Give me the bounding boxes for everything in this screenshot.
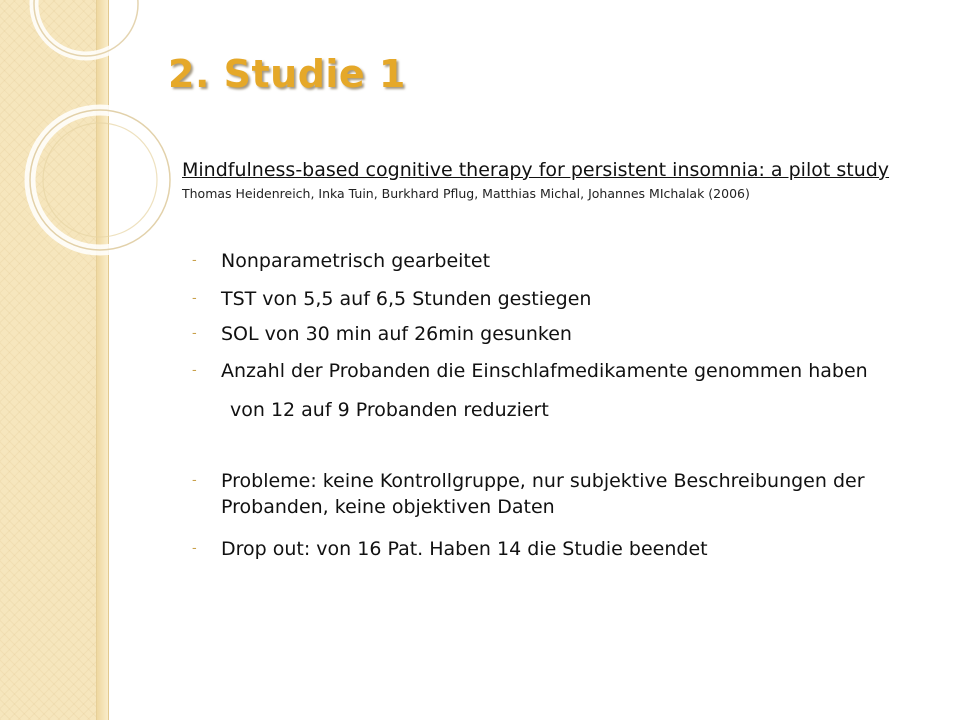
ring-top-outline-icon xyxy=(34,0,138,56)
bullet-item xyxy=(192,468,892,520)
decorative-rings-icon xyxy=(0,0,200,260)
bullet-marker-icon: - xyxy=(192,541,197,556)
bullet-text: Nonparametrisch gearbeitet xyxy=(221,250,491,272)
ring-middle-inner-icon xyxy=(43,123,157,237)
ring-middle-outline-icon xyxy=(30,110,170,250)
ring-top-icon xyxy=(34,0,138,56)
bullet-marker-icon: - xyxy=(192,326,197,341)
bullet-item xyxy=(192,248,892,274)
bullet-marker-icon: - xyxy=(192,363,197,378)
bullet-marker-icon: - xyxy=(192,291,197,306)
bullet-item xyxy=(192,358,892,384)
slide-title: 2. Studie 1 xyxy=(168,52,406,96)
bullet-item xyxy=(192,286,892,312)
bullet-text: TST von 5,5 auf 6,5 Stunden gestiegen xyxy=(221,288,592,310)
bullet-text: Probleme: keine Kontrollgruppe, nur subjektive Beschreibungen der Probanden, keine objektiven Daten xyxy=(221,470,865,518)
study-title: Mindfulness-based cognitive therapy for persistent insomnia: a pilot study xyxy=(182,159,890,181)
bullet-item xyxy=(192,321,892,347)
bullet-text: Anzahl der Probanden die Einschlafmedikamente genommen haben xyxy=(221,360,868,382)
study-authors: Thomas Heidenreich, Inka Tuin, Burkhard Pflug, Matthias Michal, Johannes MIchalak (2006) xyxy=(182,186,750,201)
bullet-text: SOL von 30 min auf 26min gesunken xyxy=(221,323,572,345)
bullet-marker-icon: - xyxy=(192,473,197,488)
bullet-text: Drop out: von 16 Pat. Haben 14 die Studie beendet xyxy=(221,538,708,560)
bullet-item xyxy=(192,536,892,562)
bullet-marker-icon: - xyxy=(192,253,197,268)
bullet-continuation: von 12 auf 9 Probanden reduziert xyxy=(230,399,549,421)
